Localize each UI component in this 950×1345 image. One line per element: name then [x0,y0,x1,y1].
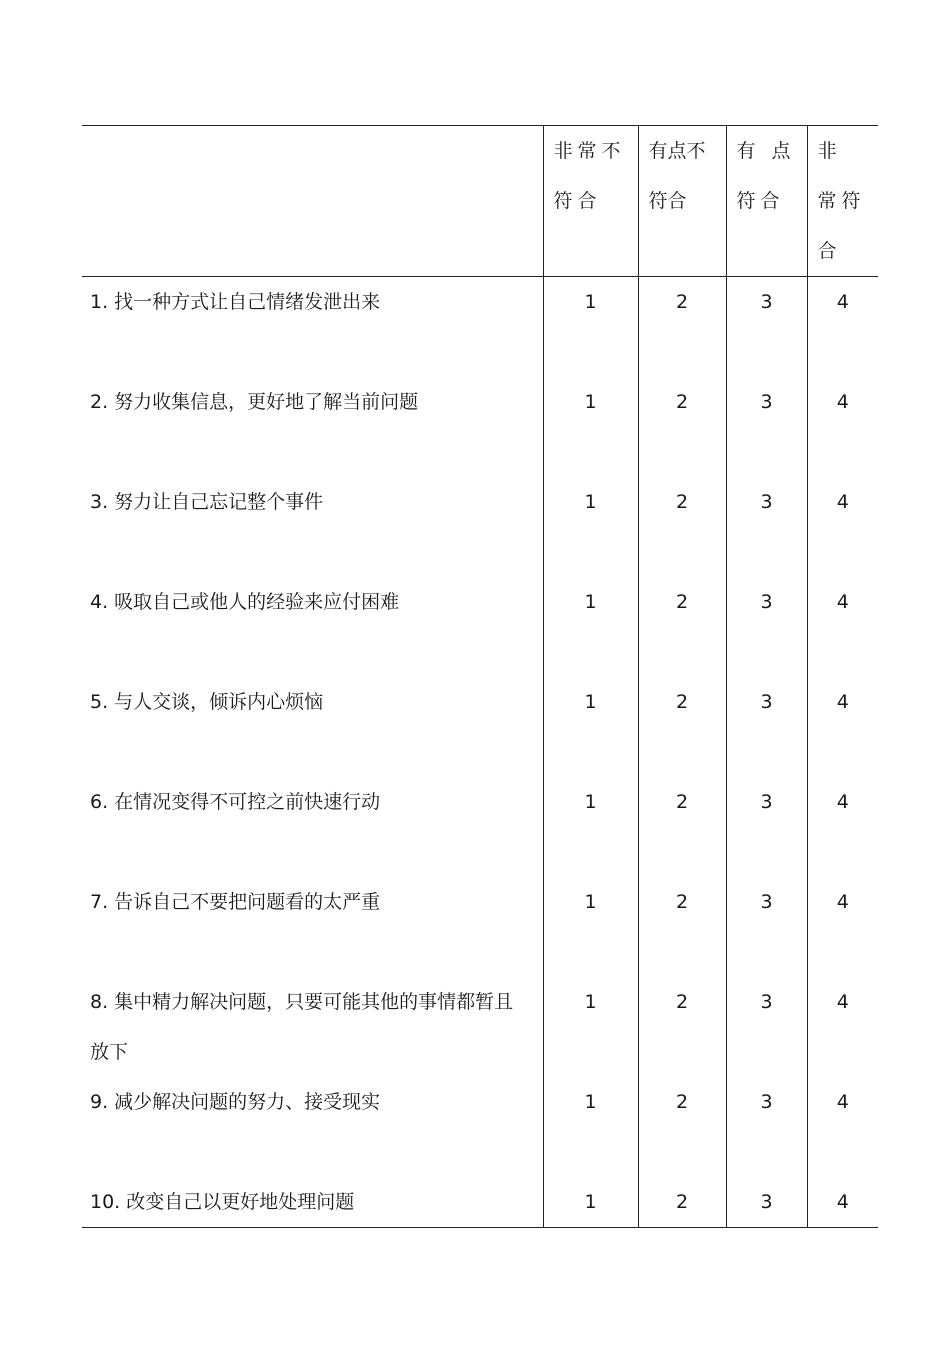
score-option-2: 2 [638,777,726,877]
header-option-2 [638,126,726,277]
header-option-3-label: 有 点符合 [736,140,796,212]
score-option-2: 2 [638,1077,726,1177]
table-row [82,1177,878,1228]
score-option-1: 1 [543,777,638,877]
table-row [82,677,878,777]
score-option-1: 1 [543,377,638,477]
score-option-4: 4 [807,477,878,577]
header-option-4-label: 非 常符合 [817,140,866,262]
item-text: 5. 与人交谈，倾诉内心烦恼 [90,691,324,713]
item-text: 3. 努力让自己忘记整个事件 [90,491,324,513]
item-text: 2. 努力收集信息，更好地了解当前问题 [90,391,419,413]
score-option-1: 1 [543,277,638,378]
score-option-4: 4 [807,377,878,477]
score-option-3: 3 [726,277,807,378]
table-row [82,877,878,977]
score-option-1: 1 [543,677,638,777]
score-option-4: 4 [807,577,878,677]
score-option-3: 3 [726,777,807,877]
score-option-1: 1 [543,1077,638,1177]
score-option-3: 3 [726,477,807,577]
item-text: 10. 改变自己以更好地处理问题 [90,1191,355,1213]
header-option-1-label: 非常不符合 [553,140,626,212]
score-option-3: 3 [726,977,807,1077]
item-text: 4. 吸取自己或他人的经验来应付困难 [90,591,400,613]
score-option-2: 2 [638,377,726,477]
item-text: 9. 减少解决问题的努力、接受现实 [90,1091,381,1113]
score-option-2: 2 [638,277,726,378]
item-text: 8. 集中精力解决问题，只要可能其他的事情都暂且放下 [90,991,514,1063]
score-option-1: 1 [543,577,638,677]
header-option-4 [807,126,878,277]
score-option-4: 4 [807,1077,878,1177]
header-option-2-label: 有点不符合 [648,140,706,212]
header-item-column [82,126,543,277]
score-option-3: 3 [726,1077,807,1177]
score-option-4: 4 [807,977,878,1077]
score-option-3: 3 [726,577,807,677]
item-text: 7. 告诉自己不要把问题看的太严重 [90,891,381,913]
item-text: 1. 找一种方式让自己情绪发泄出来 [90,291,381,313]
score-option-2: 2 [638,877,726,977]
score-option-1: 1 [543,1177,638,1228]
table-row [82,477,878,577]
score-option-4: 4 [807,277,878,378]
score-option-4: 4 [807,877,878,977]
coping-questionnaire-table [82,125,878,1228]
table-row [82,1077,878,1177]
score-option-4: 4 [807,677,878,777]
table-row [82,977,878,1077]
item-text: 6. 在情况变得不可控之前快速行动 [90,791,381,813]
score-option-2: 2 [638,477,726,577]
score-option-2: 2 [638,977,726,1077]
score-option-2: 2 [638,577,726,677]
score-option-3: 3 [726,377,807,477]
table-row [82,377,878,477]
score-option-3: 3 [726,1177,807,1228]
score-option-1: 1 [543,477,638,577]
score-option-4: 4 [807,1177,878,1228]
table-row [82,777,878,877]
header-option-3 [726,126,807,277]
score-option-3: 3 [726,877,807,977]
header-option-1 [543,126,638,277]
score-option-3: 3 [726,677,807,777]
score-option-1: 1 [543,877,638,977]
score-option-4: 4 [807,777,878,877]
table-header-row [82,126,878,277]
score-option-1: 1 [543,977,638,1077]
table-row [82,577,878,677]
score-option-2: 2 [638,677,726,777]
table-row [82,277,878,378]
score-option-2: 2 [638,1177,726,1228]
